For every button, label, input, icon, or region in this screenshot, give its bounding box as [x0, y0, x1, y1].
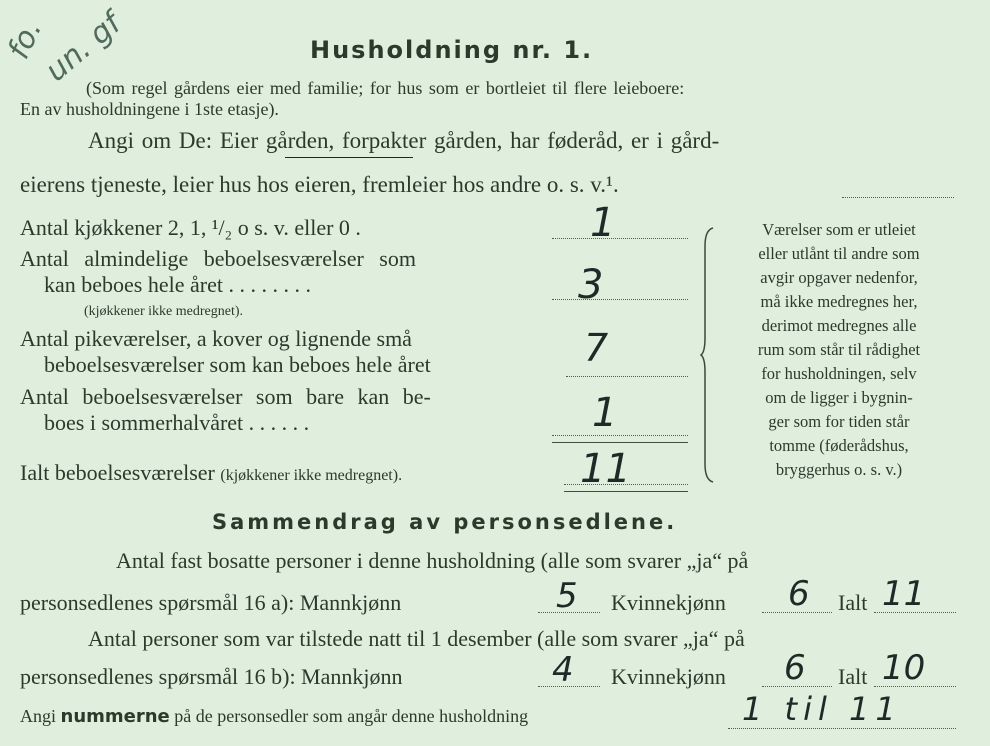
fast-kvinne-value: 6	[788, 574, 810, 614]
kjokkener-field-line[interactable]	[552, 238, 688, 239]
tilstede-line-2	[20, 664, 403, 690]
side-note-line: om de ligger i bygnin-	[765, 388, 913, 407]
almindelige-label-3: (kjøkkener ikke medregnet).	[84, 304, 243, 319]
fast-ialt-value: 11	[882, 574, 926, 614]
almindelige-value: 3	[578, 262, 604, 308]
nummerne-line	[20, 706, 528, 727]
pike-label-2: beboelsesværelser som kan beboes hele året	[44, 352, 431, 377]
kjokkener-label: Antal kjøkkener 2, 1, ¹/₂ o s. v. eller 0 .	[20, 215, 361, 240]
intro-line-2: En av husholdningene i 1ste etasje).	[20, 99, 279, 119]
side-note-line: Værelser som er utleiet	[762, 220, 916, 239]
brace-icon	[700, 226, 714, 484]
intro-line-1: (Som regel gårdens eier med familie; for hus som er bortleiet til flere leieboere:	[86, 78, 685, 98]
nummerne-pre: Angi	[20, 706, 56, 726]
side-note-line: bryggerhus o. s. v.)	[775, 460, 903, 479]
sommer-label-2: boes i sommerhalvåret . . . . . .	[44, 410, 310, 435]
eier-garden-underline	[285, 157, 413, 158]
side-note-line: tomme (føderådshus,	[769, 436, 909, 455]
pike-label-1: Antal pikeværelser, a kover og lignende små	[20, 326, 412, 351]
side-note-line: for husholdningen, selv	[761, 364, 917, 383]
fast-kvinne-label: Kvinnekjønn	[611, 590, 726, 615]
side-note	[714, 218, 964, 482]
tilstede-ialt-label: Ialt	[838, 664, 868, 689]
margin-note-2: un. gf	[38, 6, 128, 89]
side-note-line: avgir opgaver nedenfor,	[760, 268, 918, 287]
nummerne-post: på de personsedler som angår denne husholdning	[174, 706, 529, 726]
pike-field-line[interactable]	[566, 376, 688, 377]
nummerne-field-line[interactable]	[728, 728, 956, 729]
ialt-value: 11	[580, 446, 631, 492]
fast-mann-value: 5	[556, 576, 578, 616]
sommer-field-line[interactable]	[552, 435, 688, 436]
side-note-line: derimot medregnes alle	[761, 316, 917, 335]
side-note-line: rum som står til rådighet	[757, 340, 921, 359]
almindelige-label-1: Antal almindelige beboelsesværelser som	[20, 246, 416, 271]
almindelige-field-line[interactable]	[552, 299, 688, 300]
side-note-line: eller utlånt til andre som	[758, 244, 920, 263]
angi-line-1: Angi om De: Eier gården, forpakter gården, har føderåd, er i gård-	[88, 128, 720, 153]
angi-line-2: eierens tjeneste, leier hus hos eieren, fremleier hos andre o. s. v.¹.	[20, 172, 619, 197]
tilstede-mann-value: 4	[552, 650, 574, 690]
ialt-label-paren: (kjøkkener ikke medregnet).	[220, 467, 403, 484]
sammendrag-title: Sammendrag av personsedlene.	[212, 510, 678, 534]
tilstede-line-1: Antal personer som var tilstede natt til 1 desember (alle som svarer „ja“ på	[88, 626, 745, 651]
side-note-line: må ikke medregnes her,	[760, 292, 918, 311]
fast-line-2	[20, 590, 401, 616]
ialt-label	[20, 460, 402, 486]
ialt-label-main: Ialt beboelsesværelser	[20, 460, 215, 485]
pike-value: 7	[584, 326, 609, 370]
fast-line-1: Antal fast bosatte personer i denne husholdning (alle som svarer „ja“ på	[116, 548, 749, 573]
fast-ialt-label: Ialt	[838, 590, 868, 615]
sommer-label-1: Antal beboelsesværelser som bare kan be-	[20, 384, 431, 409]
side-note-line: ger som for tiden står	[768, 412, 910, 431]
page-title: Husholdning nr. 1.	[310, 36, 594, 64]
margin-note-1: fo.	[1, 14, 50, 65]
tilstede-prefix: personsedlenes spørsmål 16 b): Mannkjønn	[20, 664, 403, 689]
kjokkener-value: 1	[590, 200, 616, 246]
nummerne-bold: nummerne	[60, 706, 170, 727]
tilstede-kvinne-value: 6	[784, 648, 806, 688]
angi-answer-line[interactable]	[842, 197, 954, 198]
fast-prefix: personsedlenes spørsmål 16 a): Mannkjønn	[20, 590, 402, 615]
sum-rule	[552, 442, 688, 443]
nummerne-value: 1 til 11	[742, 690, 902, 728]
tilstede-ialt-value: 10	[882, 648, 926, 688]
almindelige-label-2: kan beboes hele året . . . . . . . .	[44, 272, 311, 297]
sommer-value: 1	[592, 390, 618, 436]
tilstede-kvinne-label: Kvinnekjønn	[611, 664, 726, 689]
